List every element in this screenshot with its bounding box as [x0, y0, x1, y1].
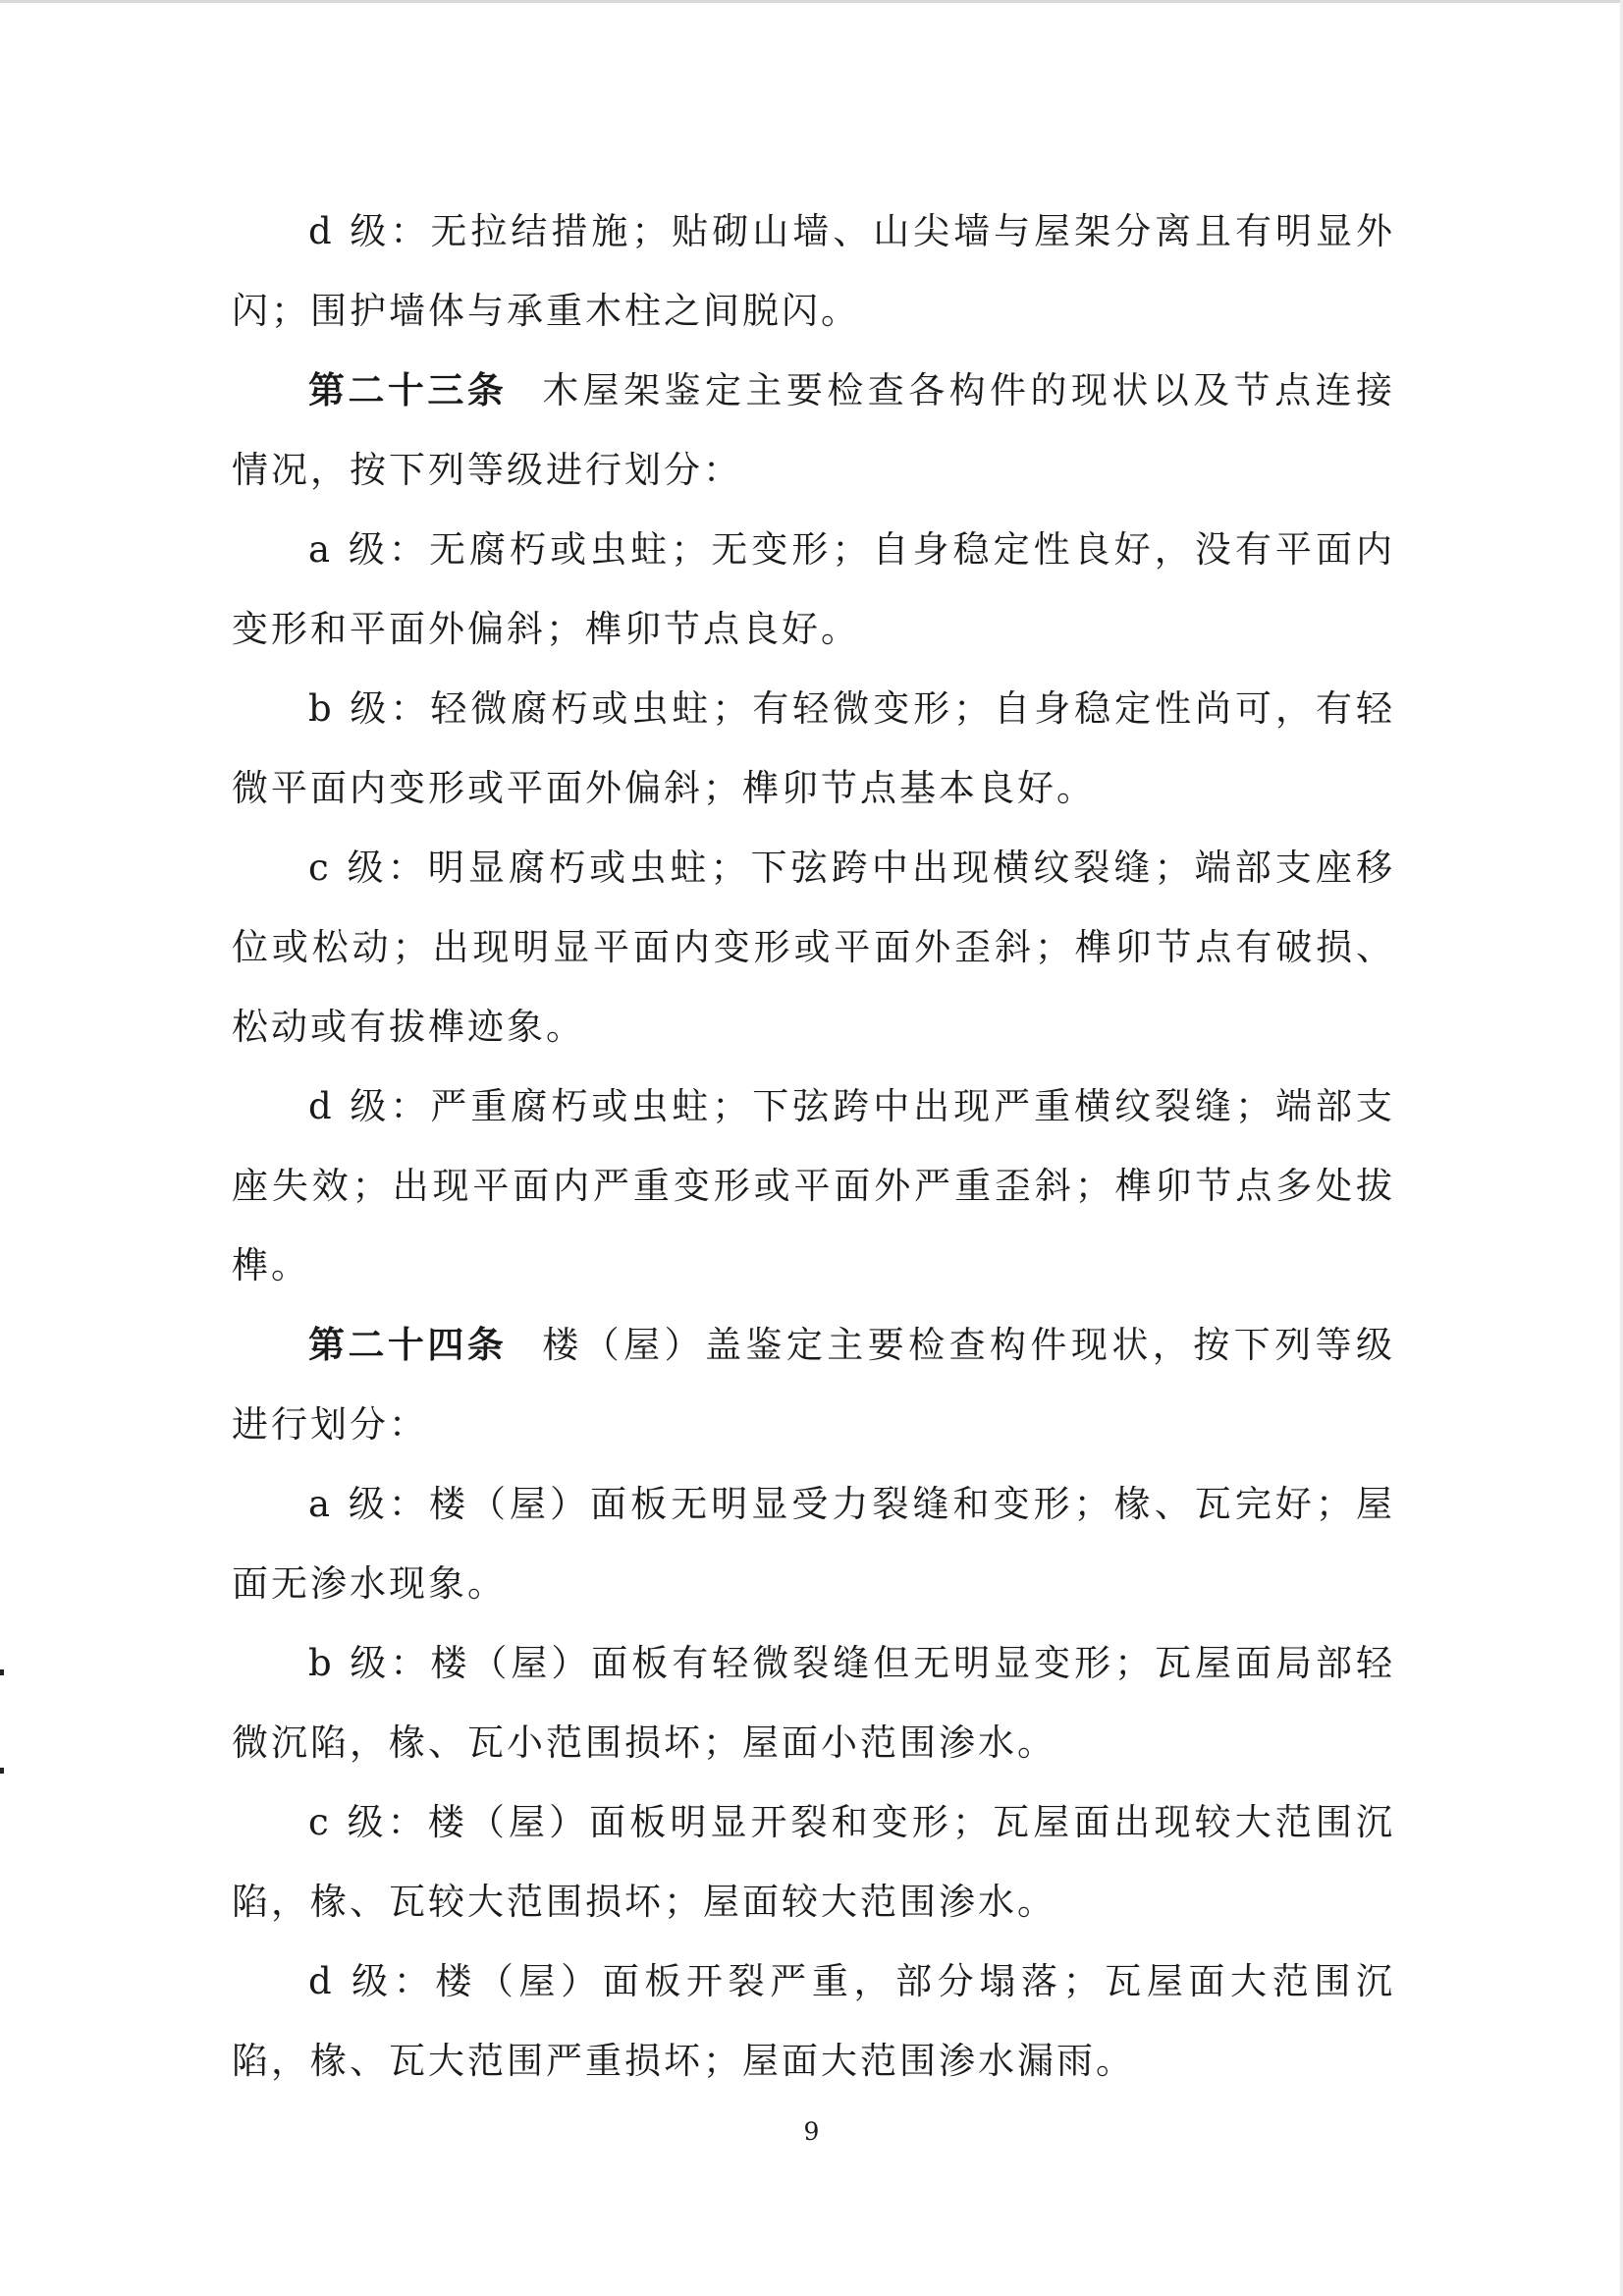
paragraph-text: b 级：轻微腐朽或虫蛀；有轻微变形；自身稳定性尚可，有轻微平面内变形或平面外偏斜；榫卯节点基本良好。: [232, 687, 1395, 809]
article-number: 第二十三条: [308, 369, 508, 411]
paragraph-b-grade-truss: [232, 669, 1395, 828]
paragraph-c-grade-truss: [232, 828, 1395, 1066]
paragraph-text: c 级：明显腐朽或虫蛀；下弦跨中出现横纹裂缝；端部支座移位或松动；出现明显平面内变形或平面外歪斜；榫卯节点有破损、松动或有拔榫迹象。: [232, 847, 1395, 1048]
body-text: [232, 191, 1395, 2101]
paragraph-text: d 级：无拉结措施；贴砌山墙、山尖墙与屋架分离且有明显外闪；围护墙体与承重木柱之间脱闪。: [232, 210, 1395, 332]
paragraph-text: b 级：楼（屋）面板有轻微裂缝但无明显变形；瓦屋面局部轻微沉陷，椽、瓦小范围损坏；屋面小范围渗水。: [232, 1642, 1395, 1764]
scan-top-edge: [0, 0, 1623, 3]
paragraph-text: a 级：楼（屋）面板无明显受力裂缝和变形；椽、瓦完好；屋面无渗水现象。: [232, 1483, 1395, 1605]
binding-hole-mark: [0, 1669, 4, 1675]
paragraph-text: 楼（屋）盖鉴定主要检查构件现状，按下列等级进行划分：: [232, 1324, 1396, 1446]
paragraph-d-grade-walls: [232, 191, 1395, 351]
page-number: 9: [803, 2117, 820, 2146]
paragraph-text: 木屋架鉴定主要检查各构件的现状以及节点连接情况，按下列等级进行划分：: [232, 369, 1396, 491]
article-24-paragraph: [232, 1305, 1395, 1464]
paragraph-d-grade-truss: [232, 1066, 1395, 1305]
binding-hole-mark: [0, 1768, 4, 1774]
paragraph-d-grade-roof: [232, 1941, 1395, 2101]
paragraph-text: c 级：楼（屋）面板明显开裂和变形；瓦屋面出现较大范围沉陷，椽、瓦较大范围损坏；屋面较大范围渗水。: [232, 1801, 1395, 1923]
paragraph-text: a 级：无腐朽或虫蛀；无变形；自身稳定性良好，没有平面内变形和平面外偏斜；榫卯节点良好。: [232, 528, 1395, 650]
paragraph-a-grade-truss: [232, 510, 1395, 669]
paragraph-a-grade-roof: [232, 1464, 1395, 1623]
paragraph-text: d 级：严重腐朽或虫蛀；下弦跨中出现严重横纹裂缝；端部支座失效；出现平面内严重变形或平面外严重歪斜；榫卯节点多处拔榫。: [232, 1085, 1395, 1286]
paragraph-b-grade-roof: [232, 1623, 1395, 1782]
paragraph-text: d 级：楼（屋）面板开裂严重，部分塌落；瓦屋面大范围沉陷，椽、瓦大范围严重损坏；屋面大范围渗水漏雨。: [232, 1960, 1395, 2082]
article-23-paragraph: [232, 351, 1395, 510]
article-number: 第二十四条: [308, 1324, 508, 1366]
paragraph-c-grade-roof: [232, 1782, 1395, 1941]
